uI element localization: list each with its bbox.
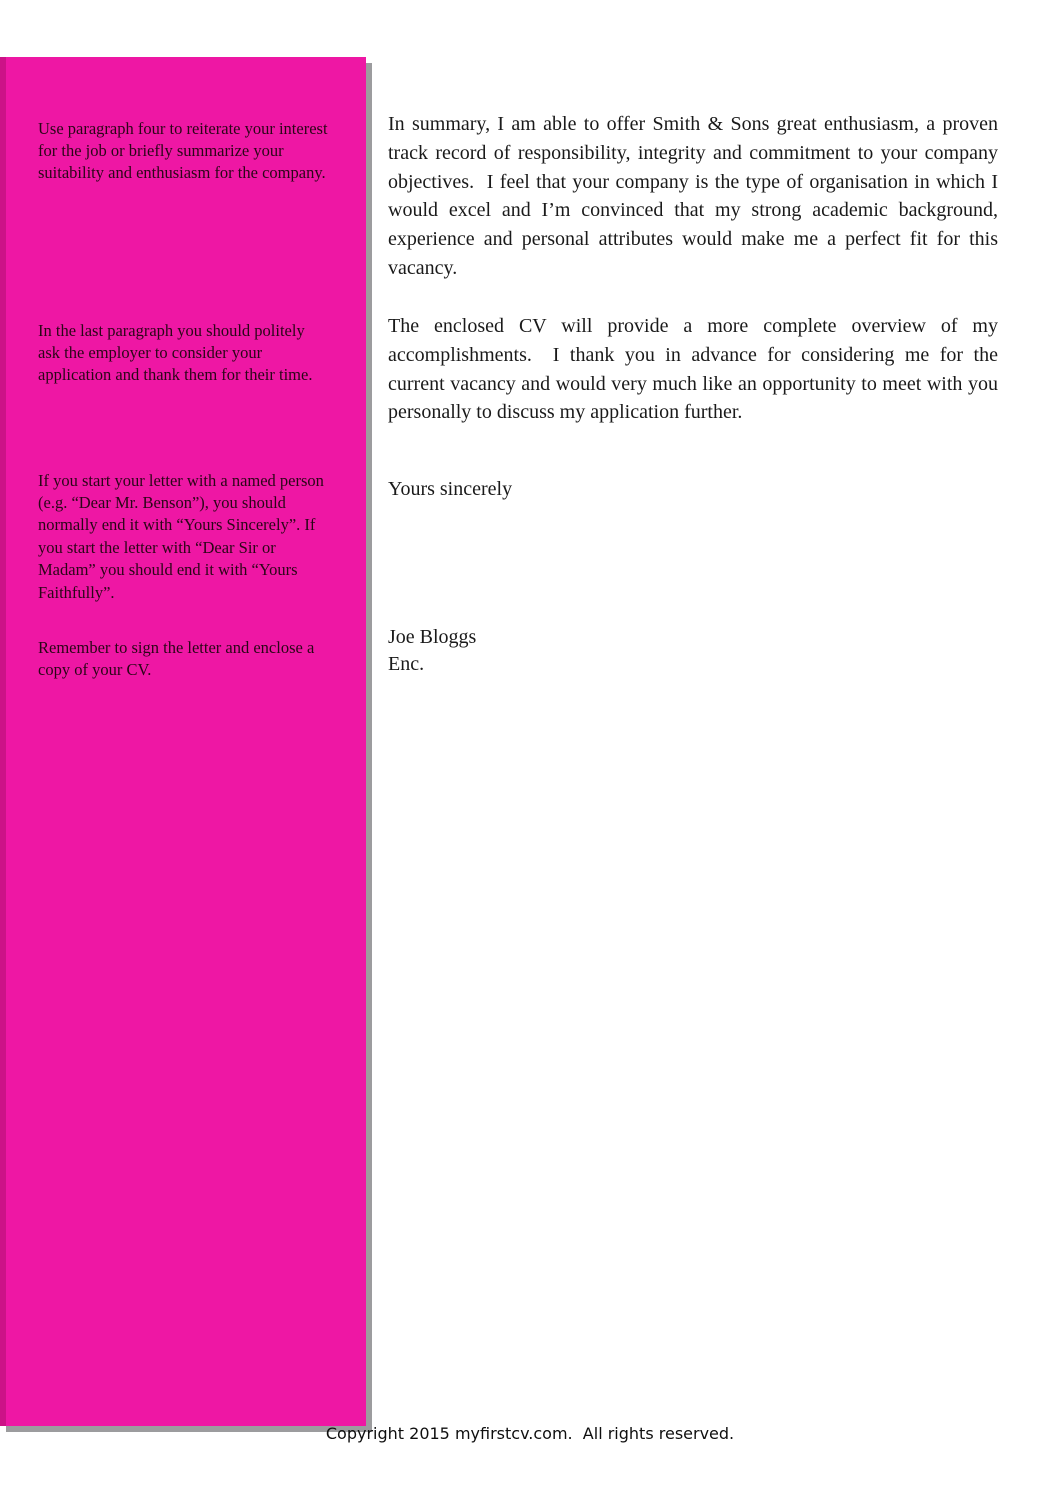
enclosure-note: Enc. (388, 653, 425, 675)
letter-paragraph-summary: In summary, I am able to offer Smith & Sons great enthusiasm, a proven track record of responsibility, integrity and commitment to your company objectives. I feel that your company is the type of organisation in which I would excel and I’m convinced that my strong academic background, experience and personal attributes would make me a perfect fit for this vacancy. (388, 113, 1003, 279)
letter-paragraph-enclosed-cv: The enclosed CV will provide a more complete overview of my accomplishments. I thank you in advance for considering me for the current vacancy and would very much like an opportunity to meet with you personally to discuss my application further. (388, 315, 1003, 424)
signature-block (388, 624, 476, 678)
sidebar-tip-sign-and-enclose: Remember to sign the letter and enclose a copy of your CV. (38, 637, 319, 679)
sidebar-tip-sign-off-style: If you start your letter with a named person (e.g. “Dear Mr. Benson”), you should normally end it with “Yours Sincerely”. If you start the letter with “Dear Sir or Madam” you should end it with “Yours Faithfully”. (38, 470, 329, 602)
footer-copyright: Copyright 2015 myfirstcv.com. All rights reserved. (325, 1424, 735, 1443)
tips-sidebar (0, 57, 366, 1426)
letter-closing: Yours sincerely (388, 478, 513, 500)
sidebar-tip-last-paragraph: In the last paragraph you should politely ask the employer to consider your application and thank them for their time. (38, 320, 313, 385)
sidebar-tip-paragraph-four: Use paragraph four to reiterate your interest for the job or briefly summarize your suitability and enthusiasm for the company. (38, 118, 332, 183)
signature-name: Joe Bloggs (388, 626, 477, 648)
sidebar-left-edge (0, 57, 6, 1426)
